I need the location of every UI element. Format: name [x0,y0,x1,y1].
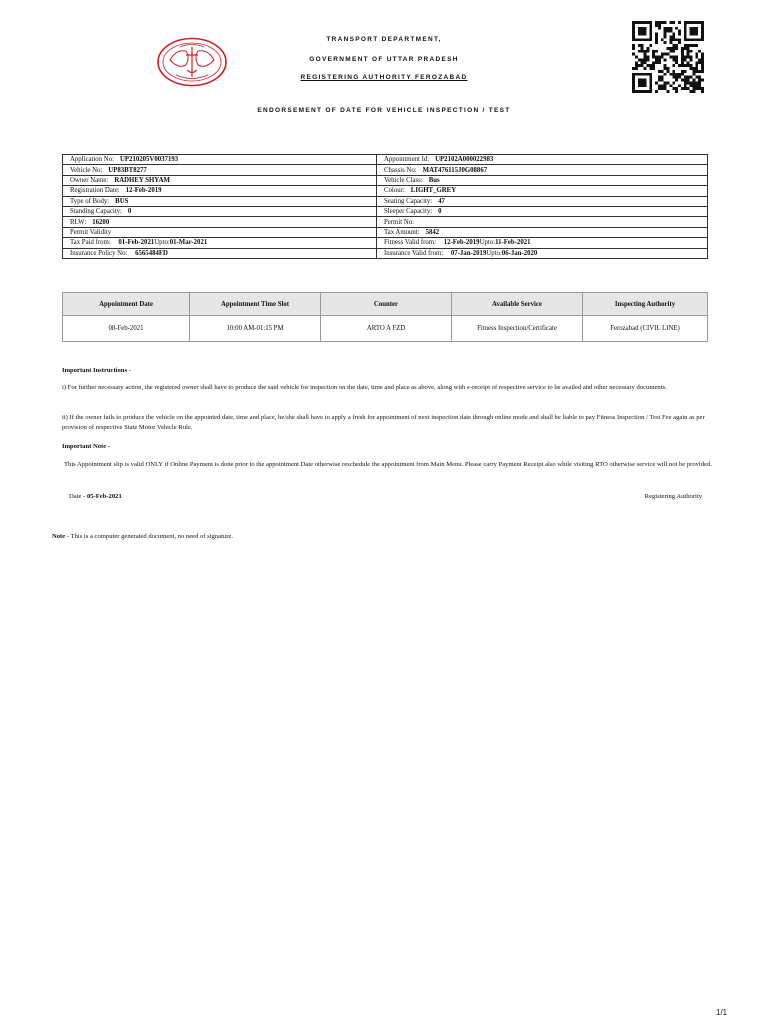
important-note-heading: Important Note - [62,443,110,450]
instruction-ii: ii) If the owner fails to produce the vehicle on the appointed date, time and place, he/she shall have to apply a fresh for appointment of next inspection date through online mode and shall be liable to pay Fitness Inspection / Test Fee again as per provision of respective State Motor Vehicle Rule. [62,414,705,431]
info-value: 5842 [425,228,440,236]
info-label: Vehicle No: [70,166,103,174]
insurance-valid-cell: Insurance Valid from: 07-Jan-2019Upto:06-Jan-2020 [377,248,708,258]
appointment-date: 08-Feb-2021 [63,316,190,342]
table-row [63,248,708,258]
appointment-time-slot: 10:00 AM-01:15 PM [190,316,321,342]
col-appointment-date: Appointment Date [63,293,190,316]
fitness-valid-cell: Fitness Valid from: 12-Feb-2019Upto:11-Feb-2021 [377,238,708,248]
info-value: BUS [115,197,129,205]
available-service: Fitness Inspection/Certificate [452,316,583,342]
info-label: Colour: [384,187,405,195]
table-row [63,165,708,175]
info-cell [377,165,708,175]
info-cell [63,206,377,216]
info-value: MAT476115J0G08867 [422,166,488,174]
table-row [63,217,708,227]
info-label: Vehicle Class: [384,176,423,184]
info-label: Tax Amount: [384,228,420,236]
info-cell [63,227,377,237]
info-cell [377,186,708,196]
insurance-policy-cell: Insurance Policy No: 6565484FD [63,248,377,258]
authority-title: REGISTERING AUTHORITY FEROZABAD [300,74,468,81]
instructions-heading: Important Instructions - [62,367,131,374]
info-value: UP210205V0037193 [119,156,179,164]
info-value: LIGHT_GREY [410,187,457,195]
document-title: ENDORSEMENT OF DATE FOR VEHICLE INSPECTION / TEST [257,107,511,114]
info-cell [377,206,708,216]
instruction-i: i) For further necessary action, the registered owner shall have to produce the said vehicle for inspection on the date, time and place as above, along with e-receipt of respective service to be availed and other necessary documents. [62,384,667,391]
info-label: Permit Validity [70,228,112,236]
info-label: Permit No: [384,218,415,226]
info-value: 0 [438,208,442,216]
table-row [63,175,708,185]
info-cell [377,227,708,237]
table-row [63,196,708,206]
info-cell [377,217,708,227]
info-cell [377,155,708,165]
important-note-text: This Appointment slip is valid ONLY if Online Payment is done prior to the appointment Date otherwise reschedule the appointment from Main Menu. Please carry Payment Receipt also while visiting RTO otherwise service will not be provided. [64,461,712,468]
table-row [63,155,708,165]
appointment-table [62,292,708,342]
footer-note: Note - This is a computer generated document, no need of signature. [52,533,233,540]
info-label: Sleeper Capacity: [384,208,433,216]
department-title: TRANSPORT DEPARTMENT, [326,36,442,43]
info-cell [63,186,377,196]
info-label: Standing Capacity: [70,208,122,216]
info-cell [63,217,377,227]
col-authority: Inspecting Authority [583,293,708,316]
info-cell [377,196,708,206]
col-service: Available Service [452,293,583,316]
info-value: UP83BT8277 [108,166,147,174]
info-cell [63,165,377,175]
vehicle-info-table [62,154,708,259]
info-value: RADHEY SHYAM [114,176,170,184]
info-label: RLW: [70,218,87,226]
qr-code [632,21,704,93]
info-cell [377,175,708,185]
info-value: 47 [438,197,445,205]
col-time-slot: Appointment Time Slot [190,293,321,316]
info-value: 16200 [92,218,110,226]
info-label: Owner Name: [70,176,109,184]
government-title: GOVERNMENT OF UTTAR PRADESH [309,56,459,63]
info-cell [63,175,377,185]
appointment-counter: ARTO A FZD [321,316,452,342]
info-label: Chassis No: [384,166,417,174]
table-header-row [63,293,708,316]
info-label: Application No: [70,156,114,164]
tax-paid-cell: Tax Paid from: 01-Feb-2021Upto:01-Mar-2021 [63,238,377,248]
table-row [63,227,708,237]
info-label: Seating Capacity: [384,197,433,205]
info-cell [63,155,377,165]
table-row [63,238,708,248]
info-value: Bus [428,176,440,184]
inspecting-authority: Ferozabad (CIVIL LINE) [583,316,708,342]
table-row [63,206,708,216]
table-row [63,316,708,342]
registering-authority-label: Registering Authority [644,493,702,500]
info-label: Type of Body: [70,197,110,205]
info-value: 0 [127,208,132,216]
col-counter: Counter [321,293,452,316]
info-cell [63,196,377,206]
table-row [63,186,708,196]
info-value: 12-Feb-2019 [125,187,162,195]
info-value: UP2102A000022983 [435,156,494,164]
issue-date: Date - 05-Feb-2021 [69,493,122,500]
info-label: Registration Date: [70,187,120,195]
info-label: Appointment Id: [384,156,430,164]
page-number: 1/1 [716,1008,728,1017]
